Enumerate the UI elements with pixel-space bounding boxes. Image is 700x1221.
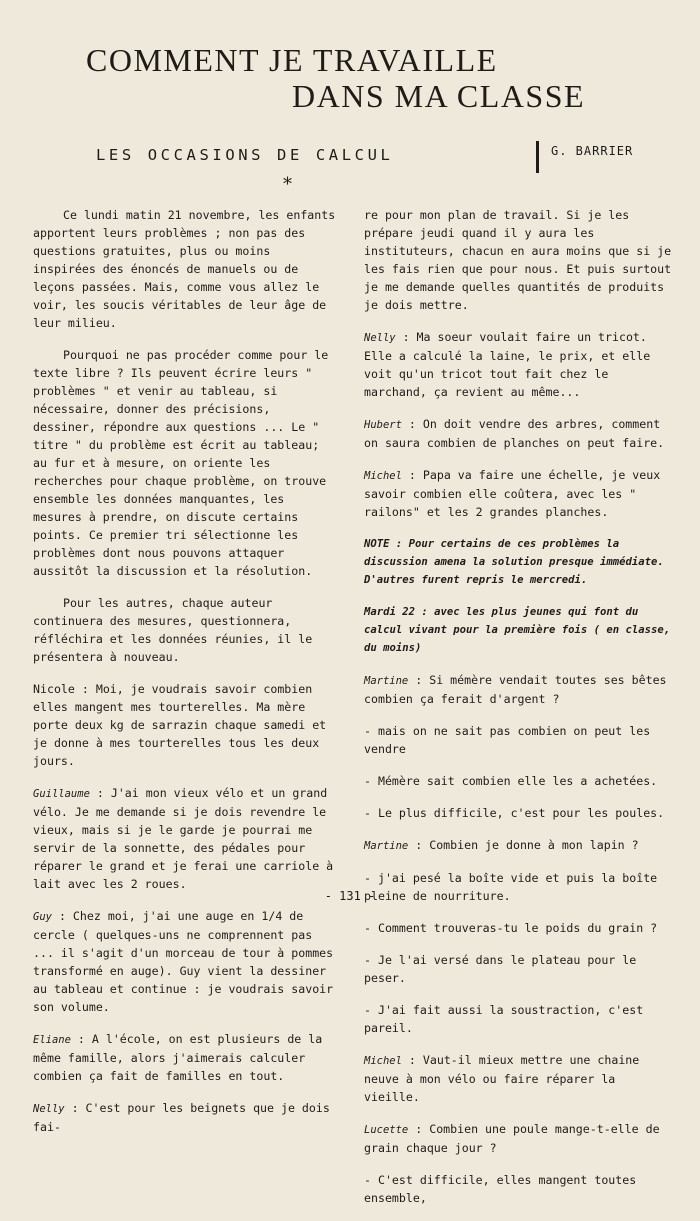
- dialogue-entry: [364, 836, 672, 1037]
- speaker-text: : A l'école, on est plusieurs de la même famille, alors j'aimerais calculer combien ça fait de familles en tout.: [33, 1032, 323, 1083]
- speaker-name: Michel: [364, 470, 402, 482]
- reply-line: - mais on ne sait pas combien on peut les vendre: [364, 724, 651, 756]
- speaker-text: : Chez moi, j'ai une auge en 1/4 de cercle ( quelques-uns ne comprennent pas ... il s'agit d'un morceau de tour à pommes transformé en auge). Guy vient la dessiner au tableau et continue : je voudrais savoir son volume.: [33, 909, 334, 1014]
- speaker-name: Guy: [33, 911, 52, 923]
- speaker-text: : Ma soeur voulait faire un tricot. Elle a calculé la laine, le prix, et elle voit qu'un tricot tout fait chez le marchand, ça revient au même...: [364, 330, 651, 399]
- speaker-text: : Si mémère vendait toutes ses bêtes combien ça ferait d'argent ?: [364, 673, 667, 706]
- dialogue-entry: [364, 1120, 672, 1207]
- dialogue-entry: [33, 680, 339, 770]
- reply-line: - Mémère sait combien elle les a achetées.: [364, 774, 658, 788]
- reply-line: - Comment trouveras-tu le poids du grain ?: [364, 921, 658, 935]
- speaker-text: : J'ai mon vieux vélo et un grand vélo. Je me demande si je dois revendre le vieux, mais si je le garde je pourrai me servir de la sonnette, des pédales pour réparer le grand et je ferai une carriole à lait avec les 2 roues.: [33, 786, 334, 891]
- speaker-text: : On doit vendre des arbres, comment on saura combien de planches on peut faire.: [364, 417, 665, 450]
- subtitle: LES OCCASIONS DE CALCUL: [96, 146, 394, 164]
- title-line-1: COMMENT JE TRAVAILLE: [86, 42, 498, 78]
- reply-line: - Le plus difficile, c'est pour les poules.: [364, 806, 665, 820]
- dialogue-entry: [364, 466, 672, 521]
- dialogue-entry: [364, 1051, 672, 1106]
- speaker-name: Nicole: [33, 682, 75, 696]
- left-column: [33, 206, 339, 1150]
- title-line-2: DANS MA CLASSE: [292, 78, 586, 114]
- paragraph: Ce lundi matin 21 novembre, les enfants apportent leurs problèmes ; non pas des questions gratuites, plus ou moins inspirées des énoncés de manuels ou de leçons passées. Mais, comme vous allez le voir, les soucis véritables de leur âge de leur milieu.: [33, 208, 336, 330]
- speaker-name: Guillaume: [33, 788, 90, 800]
- dialogue-entry: [33, 1030, 339, 1085]
- speaker-name: Hubert: [364, 419, 402, 431]
- reply-line: - J'ai fait aussi la soustraction, c'est pareil.: [364, 1003, 644, 1035]
- reply-line: - C'est difficile, elles mangent toutes ensemble,: [364, 1173, 637, 1205]
- speaker-name: Lucette: [364, 1124, 409, 1136]
- date-heading: Mardi 22 : avec les plus jeunes qui font du calcul vivant pour la première fois ( en classe, du moins): [364, 606, 671, 654]
- dialogue-entry: [364, 415, 672, 452]
- note: NOTE : Pour certains de ces problèmes la discussion amena la solution presque immédiate. D'autres furent repris le mercredi.: [364, 538, 664, 586]
- speaker-text: : Combien une poule mange-t-elle de grain chaque jour ?: [364, 1122, 660, 1155]
- paragraph: Pourquoi ne pas procéder comme pour le texte libre ? Ils peuvent écrire leurs " problèmes " et venir au tableau, si nécessaire, donner des précisions, dessiner, répondre aux questions ... Le " titre " du problème est écrit au tableau; au fur et à mesure, on oriente les recherches pour chaque problème, on trouve ensemble les données manquantes, les mesures à prendre, on discute certains points. Ce premier tri sélectionne les problèmes dont nous pouvons attaquer aussitôt la discussion et la résolution.: [33, 348, 329, 578]
- speaker-text: : Combien je donne à mon lapin ?: [415, 838, 639, 852]
- paragraph: re pour mon plan de travail. Si je les prépare jeudi quand il y aura les instituteurs, chacun en aura moins que si je les fais rien que pour nous. Et puis surtout je me demande quelles quantités de produits je dois mettre.: [364, 208, 672, 312]
- asterisk-ornament: *: [283, 174, 292, 195]
- dialogue-entry: [364, 671, 672, 822]
- speaker-name: Michel: [364, 1055, 402, 1067]
- speaker-name: Nelly: [33, 1103, 65, 1115]
- speaker-name: Eliane: [33, 1034, 71, 1046]
- reply-line: - j'ai pesé la boîte vide et puis la boîte pleine de nourriture.: [364, 871, 658, 903]
- speaker-name: Nelly: [364, 332, 396, 344]
- dialogue-entry: [33, 1099, 339, 1136]
- right-column: [364, 206, 672, 1221]
- speaker-text: : Moi, je voudrais savoir combien elles mangent mes tourterelles. Ma mère porte deux kg de sarrazin chaque samedi et je donne à mes tourterelles tous les deux jours.: [33, 682, 327, 768]
- speaker-text: : Papa va faire une échelle, je veux savoir combien elle coûtera, avec les " railons" et les 2 grandes planches.: [364, 468, 661, 519]
- separator-bar: [536, 141, 539, 173]
- speaker-name: Martine: [364, 675, 409, 687]
- dialogue-entry: [33, 784, 339, 893]
- reply-line: - Je l'ai versé dans le plateau pour le peser.: [364, 953, 637, 985]
- author: G. BARRIER: [551, 144, 634, 158]
- paragraph: Pour les autres, chaque auteur continuera des mesures, questionnera, réfléchira et les données réunies, il le présentera à nouveau.: [33, 596, 313, 664]
- speaker-text: : C'est pour les beignets que je dois fai-: [33, 1101, 330, 1134]
- speaker-text: : Vaut-il mieux mettre une chaine neuve à mon vélo ou faire réparer la vieille.: [364, 1053, 640, 1104]
- dialogue-entry: [33, 907, 339, 1016]
- dialogue-entry: [364, 328, 672, 401]
- speaker-name: Martine: [364, 840, 409, 852]
- page-number: - 131 -: [324, 889, 376, 903]
